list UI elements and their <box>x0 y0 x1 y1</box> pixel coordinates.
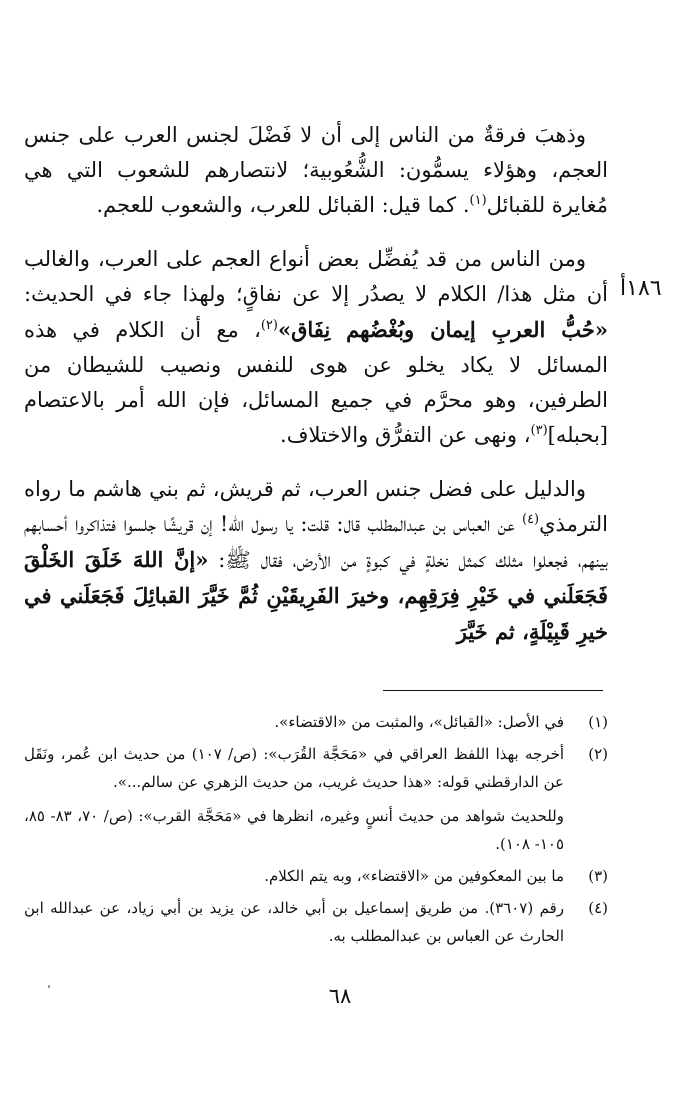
footnote-text: رقم (٣٦٠٧). من طريق إسماعيل بن أبي خالد، عن يزيد بن أبي زياد، عن عبدالله ابن الحارث عن العباس بن عبدالمطلب به. <box>24 899 564 945</box>
footnote-number: (١) <box>588 713 608 731</box>
main-text <box>24 118 608 669</box>
paragraph-text: وذهبَ فرقةٌ من الناس إلى أن لا فَضْلَ لجنس العرب على جنس العجم، وهؤلاء يسمُّون: الشُّعُوبية؛ لانتصارهم للشعوب التي هي مُغايرة للقبائل <box>24 123 608 217</box>
footnote-item <box>24 740 608 858</box>
footnote-text: وللحديث شواهد من حديث أنسٍ وغيره، انظرها في «مَحَجَّة القرب»: (ص/ ٧٠، ٨٣- ٨٥، ١٠٥- ١٠٨). <box>24 807 564 853</box>
body-paragraph <box>24 118 608 223</box>
hadith-quote: «حُبُّ العربِ إيمان وبُغْضُهم نِفَاق» <box>277 317 608 342</box>
footnote-separator <box>383 690 603 691</box>
paragraph-text: ومن الناس من قد يُفضِّل بعض أنواع العجم على العرب، والغالب أن مثل هذا/ الكلام لا يصدُر إلا عن نفاقٍ؛ ولهذا جاء في الحديث: <box>24 247 608 306</box>
footnote-body <box>24 862 564 890</box>
footnote-number: (٣) <box>588 867 608 885</box>
footnote-number: (٢) <box>588 745 608 763</box>
footnote-item <box>24 862 608 890</box>
footnote-ref: (٣) <box>530 423 548 438</box>
footnote-number: (٤) <box>588 899 608 917</box>
footnote-body <box>24 708 564 736</box>
footnote-item <box>24 894 608 950</box>
body-paragraph <box>24 242 608 453</box>
footnote-text: أخرجه بهذا اللفظ العراقي في «مَحَجَّة القُرَب»: (ص/ ١٠٧) من حديث ابن عُمر، ونَقَل عن الدارقطني قوله: «هذا حديث غريب، من حديث الزهري عن سالم...». <box>24 745 565 791</box>
page-number: ٦٨ <box>328 984 352 1008</box>
footnote-body <box>24 894 564 950</box>
paragraph-text: عن العباس بن عبدالمطلب قال: قلت: يا رسول الله! إن قريشًا جلسوا فتذاكروا أحسابهم بينهم، فجعلوا مثلك كمثل نخلةٍ في كبوةٍ من الأرض، فقال ﷺ: <box>24 512 608 572</box>
paragraph-text: ، مع أن الكلام في هذه المسائل لا يكاد يخلو عن هوى للنفس ونصيب للشيطان من الطرفين، وهو محرَّم في جميع المسائل، فإن الله أمر بالاعتصام [بحبله] <box>24 318 608 447</box>
body-paragraph <box>24 472 608 650</box>
scan-speck <box>48 985 50 988</box>
footnote-body <box>24 740 564 858</box>
hadith-quote: «إنَّ اللهَ خَلَقَ الخَلْقَ فَجَعَلَني في خَيْرِ فِرَقِهِم، وخيرَ الفَرِيقَيْنِ ثُمَّ خَيَّرَ القبائِلَ فَجَعَلَني في خيرِ قَبِيْلَةٍ، ثم خَيَّرَ <box>24 547 608 644</box>
footnote-ref: (٤) <box>521 512 540 527</box>
paragraph-text: . كما قيل: القبائل للعرب، والشعوب للعجم. <box>96 193 470 217</box>
footnote-text: ما بين المعكوفين من «الاقتضاء»، وبه يتم الكلام. <box>264 867 564 885</box>
footnote-text: في الأصل: «القبائل»، والمثبت من «الاقتضاء». <box>274 713 564 731</box>
footnote-ref: (١) <box>469 193 487 208</box>
manuscript-folio-note: ١٨٦أ <box>620 276 662 301</box>
footnotes <box>24 708 608 954</box>
footnote-item <box>24 708 608 736</box>
footnote-ref: (٢) <box>260 318 278 333</box>
paragraph-text: ، ونهى عن التفرُّق والاختلاف. <box>280 423 531 447</box>
paragraph-text: والدليل على فضل جنس العرب، ثم قريش، ثم بني هاشم ما رواه الترمذي <box>24 477 608 536</box>
